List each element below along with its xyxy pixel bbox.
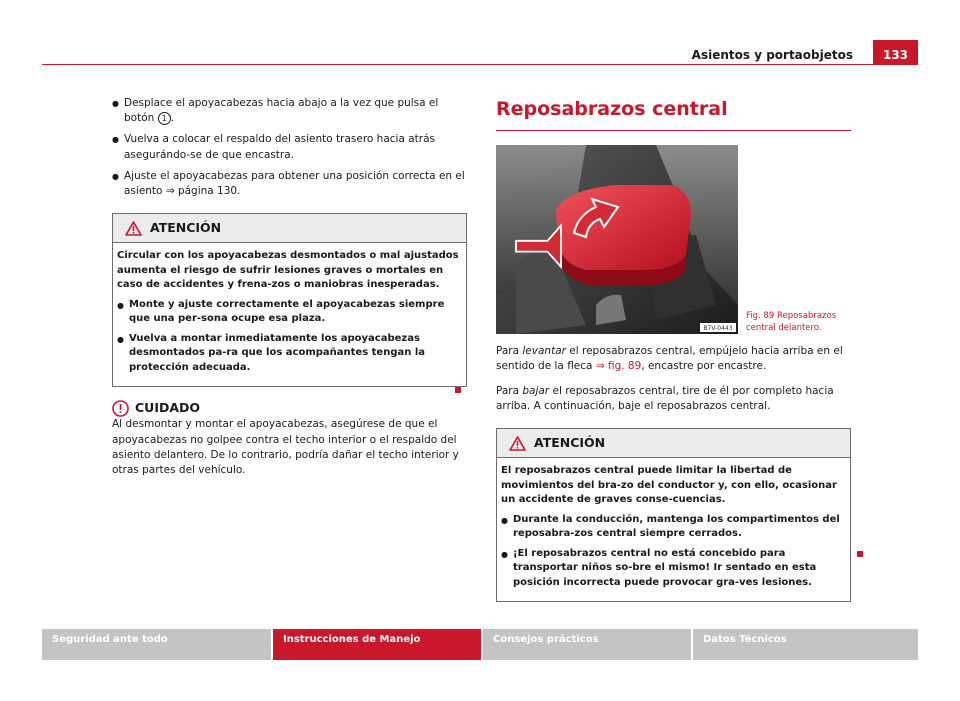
paragraph-lower (496, 384, 851, 414)
figure-caption-label: Fig. 89 (746, 311, 775, 322)
list-item: ● Ajuste el apoyacabezas para obtener una posición correcta en el asiento ⇒ página 130. (112, 169, 467, 199)
list-item (112, 96, 467, 126)
end-marker (857, 551, 863, 557)
section-title: Reposabrazos central (496, 98, 728, 120)
figure-link[interactable]: ⇒ fig. 89 (595, 359, 642, 372)
warning-triangle-icon (125, 221, 142, 236)
list-item-text: Desplace el apoyacabezas hacia abajo a la vez que pulsa el botón (124, 97, 439, 125)
footer-tab-seguridad[interactable]: Seguridad ante todo (42, 629, 271, 660)
list-item: ● ¡El reposabrazos central no está concebido para transportar niños so-bre el mismo! Ir sentado en esta posición incorrecta puede provocar gra-ves lesiones. (501, 547, 846, 591)
list-item: ● Monte y ajuste correctamente el apoyacabezas siempre que una per-sona ocupe esa plaza. (117, 298, 462, 327)
warning-title: ATENCIÓN (150, 220, 222, 236)
footer-tab-instrucciones[interactable]: Instrucciones de Manejo (273, 629, 481, 660)
footer-nav (42, 629, 918, 660)
page-number: 133 (873, 40, 918, 65)
warning-intro: El reposabrazos central puede limitar la libertad de movimientos del bra-zo del conductor y, con ello, ocasionar un accidente de graves conse-cuencias. (501, 465, 837, 506)
para-emphasis: levantar (522, 344, 566, 357)
section-rule (496, 130, 851, 131)
warning-header (497, 429, 850, 458)
end-marker (455, 387, 461, 393)
figure-code: B7V-0443 (703, 324, 733, 332)
caution-header (112, 399, 467, 417)
para-text: , encastre por encastre. (641, 359, 767, 372)
caution-circle-icon (112, 400, 129, 417)
button-number-badge: 1 (158, 112, 171, 125)
footer-tab-consejos[interactable]: Consejos prácticos (483, 629, 691, 660)
figure-row (496, 145, 851, 334)
right-column (496, 96, 851, 602)
list-item-text: . (170, 112, 174, 125)
figure-caption-text: Reposabrazos central delantero. (746, 311, 837, 333)
warning-box (112, 213, 467, 387)
list-item: ● Vuelva a colocar el respaldo del asiento trasero hacia atrás asegurándo-se de que encastra. (112, 132, 467, 162)
para-text: el reposabrazos central, empújelo hacia arriba en el sentido de la fleca (496, 344, 843, 372)
armrest-figure (496, 145, 738, 334)
figure-caption (746, 311, 846, 333)
warning-body (497, 458, 850, 601)
left-column (112, 96, 467, 478)
para-text: Para (496, 344, 523, 357)
warning-title: ATENCIÓN (534, 435, 606, 451)
para-emphasis: bajar (522, 384, 550, 397)
para-text: el reposabrazos central, tire de él por completo hacia arriba. A continuación, baje el reposabrazos central. (496, 384, 834, 413)
armrest-illustration (496, 145, 738, 334)
header-title: Asientos y portaobjetos (691, 48, 853, 62)
warning-body (113, 243, 466, 386)
list-item: ● Durante la conducción, mantenga los compartimentos del reposabra-zos central siempre cerrados. (501, 513, 846, 542)
caution-title: CUIDADO (135, 400, 201, 416)
header-rule (42, 64, 918, 65)
warning-triangle-icon (509, 436, 526, 451)
footer-tab-datos[interactable]: Datos Técnicos (693, 629, 918, 660)
para-text: Para (496, 384, 523, 397)
list-item: ● Vuelva a montar inmediatamente los apoyacabezas desmontados pa-ra que los acompañantes tengan la protección adecuada. (117, 332, 462, 376)
warning-header (113, 214, 466, 243)
warning-intro: Circular con los apoyacabezas desmontados o mal ajustados aumenta el riesgo de sufrir lesiones graves o mortales en caso de accidentes y frena-zos o maniobras inesperadas. (117, 250, 459, 291)
warning-box (496, 428, 851, 602)
paragraph-raise (496, 344, 851, 374)
caution-text: Al desmontar y montar el apoyacabezas, asegúrese de que el apoyacabezas no golpee contra el techo interior o el respaldo del asiento delantero. De lo contrario, podría dañar el techo interior y otras partes del vehículo. (112, 418, 459, 477)
